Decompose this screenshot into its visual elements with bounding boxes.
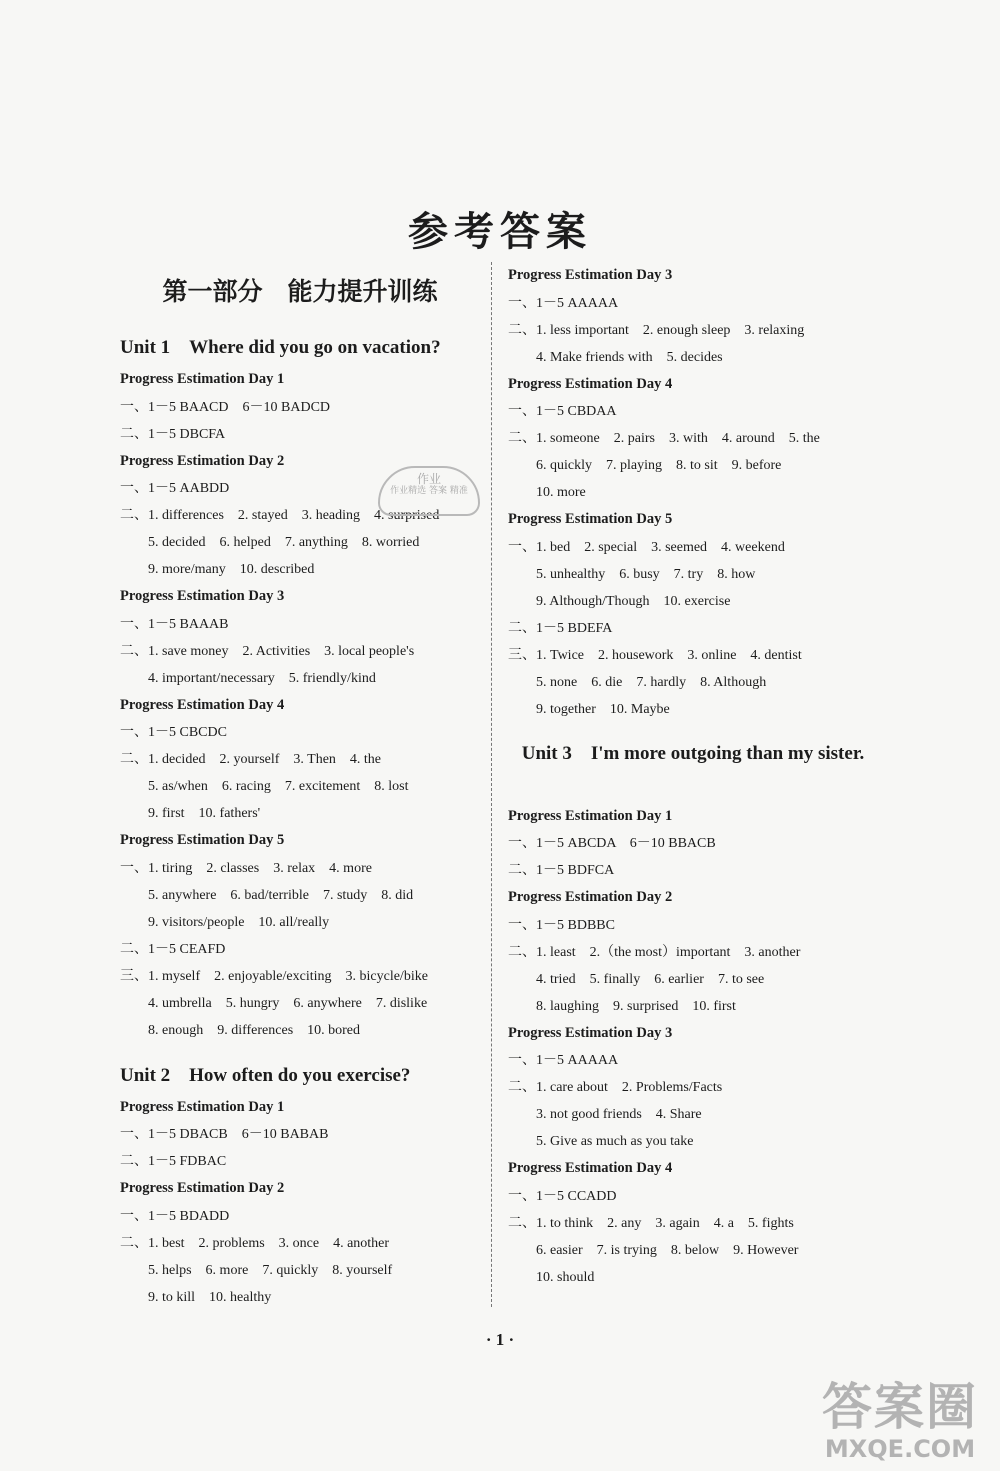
answer-line: 一、1－5 DBACB 6－10 BABAB — [120, 1127, 329, 1142]
unit-heading: Unit 1 Where did you go on vacation? — [120, 337, 441, 358]
stamp-subtitle: 作业精选 答案 精准 — [390, 486, 468, 496]
answer-line: 4. tried 5. finally 6. earlier 7. to see — [536, 971, 765, 987]
answer-line: 二、1. save money 2. Activities 3. local people's — [120, 643, 415, 659]
answer-line: 二、1. care about 2. Problems/Facts — [508, 1080, 723, 1095]
page-title: 参考答案 — [408, 209, 592, 255]
answer-line: 5. anywhere 6. bad/terrible 7. study 8. did — [148, 887, 414, 903]
answer-line: 6. easier 7. is trying 8. below 9. However — [536, 1242, 799, 1258]
day-heading: Progress Estimation Day 4 — [508, 375, 673, 392]
day-heading: Progress Estimation Day 1 — [120, 371, 285, 387]
answer-line: 9. more/many 10. described — [148, 562, 315, 577]
answer-line: 4. umbrella 5. hungry 6. anywhere 7. dislike — [148, 995, 428, 1011]
answer-line: 二、1－5 DBCFA — [120, 426, 226, 442]
part-title: 第一部分 能力提升训练 — [162, 277, 438, 306]
answer-line: 6. quickly 7. playing 8. to sit 9. before — [536, 458, 782, 473]
watermark-logo — [822, 1379, 978, 1463]
answer-line: 二、1. best 2. problems 3. once 4. another — [120, 1235, 390, 1251]
answer-line: 二、1－5 FDBAC — [120, 1154, 227, 1169]
section-gap — [508, 723, 878, 737]
answer-line: 5. Give as much as you take — [536, 1134, 694, 1149]
answer-line: 一、1－5 CBDAA — [508, 404, 617, 419]
day-heading: Progress Estimation Day 1 — [508, 807, 673, 824]
answer-line: 二、1－5 BDFCA — [508, 863, 615, 878]
answer-line: 二、1. to think 2. any 3. again 4. a 5. fights — [508, 1215, 794, 1231]
answer-line: 一、1. bed 2. special 3. seemed 4. weekend — [508, 539, 785, 555]
unit-heading: Unit 3 I'm more outgoing than my sister. — [521, 742, 865, 764]
answer-line: 一、1－5 AABDD — [120, 481, 230, 496]
answer-line: 一、1－5 BDADD — [120, 1208, 230, 1224]
stamp-title: 作业 — [416, 472, 441, 486]
page-number: · 1 · — [485, 1330, 515, 1349]
answer-line: 二、1. least 2.（the most）important 3. another — [508, 944, 801, 960]
right-answer-column — [508, 262, 878, 1291]
answer-line: 一、1－5 BAAAB — [120, 616, 229, 632]
day-heading: Progress Estimation Day 4 — [508, 1160, 673, 1176]
day-heading: Progress Estimation Day 1 — [120, 1098, 285, 1115]
answer-line: 二、1. decided 2. yourself 3. Then 4. the — [120, 752, 382, 767]
answer-line: 一、1－5 AAAAA — [508, 295, 619, 311]
answer-line: 一、1－5 BDBBC — [508, 917, 615, 933]
answer-line: 5. helps 6. more 7. quickly 8. yourself — [148, 1262, 393, 1278]
answer-line: 一、1－5 ABCDA 6－10 BBACB — [508, 836, 716, 851]
answer-line: 一、1. tiring 2. classes 3. relax 4. more — [120, 860, 372, 876]
answer-line: 三、1. myself 2. enjoyable/exciting 3. bicycle/bike — [120, 968, 428, 984]
answer-line: 一、1－5 CCADD — [508, 1188, 617, 1204]
answer-line: 一、1－5 AAAAA — [508, 1053, 619, 1068]
homework-stamp — [378, 466, 480, 516]
answer-line: 5. unhealthy 6. busy 7. try 8. how — [536, 566, 756, 582]
day-heading: Progress Estimation Day 2 — [120, 452, 285, 469]
answer-line: 二、1. someone 2. pairs 3. with 4. around 5. the — [508, 431, 820, 446]
answer-line: 4. Make friends with 5. decides — [536, 349, 723, 365]
answer-line: 8. laughing 9. surprised 10. first — [536, 998, 736, 1014]
answer-line: 二、1. less important 2. enough sleep 3. relaxing — [508, 322, 805, 338]
watermark-site: MXQE.COM — [824, 1435, 976, 1463]
answer-line: 8. enough 9. differences 10. bored — [148, 1022, 361, 1038]
answer-line: 10. should — [536, 1269, 595, 1285]
column-divider — [491, 262, 492, 1307]
watermark-logo-text: 答案圈 — [822, 1378, 978, 1436]
day-heading: Progress Estimation Day 4 — [120, 696, 285, 713]
unit-heading: Unit 2 How often do you exercise? — [120, 1064, 411, 1086]
answer-line: 9. together 10. Maybe — [536, 701, 670, 717]
answer-line: 9. to kill 10. healthy — [148, 1289, 272, 1305]
answer-line: 9. first 10. fathers' — [148, 806, 261, 821]
answer-line: 9. Although/Though 10. exercise — [536, 593, 731, 609]
answer-line: 3. not good friends 4. Share — [536, 1107, 702, 1122]
day-heading: Progress Estimation Day 5 — [508, 511, 673, 527]
answer-line: 4. important/necessary 5. friendly/kind — [148, 670, 376, 686]
day-heading: Progress Estimation Day 3 — [508, 267, 673, 283]
day-heading: Progress Estimation Day 3 — [120, 588, 285, 604]
answer-line: 10. more — [536, 485, 586, 500]
day-heading: Progress Estimation Day 3 — [508, 1024, 673, 1041]
answer-line: 5. as/when 6. racing 7. excitement 8. lost — [148, 779, 409, 794]
answer-line: 二、1－5 CEAFD — [120, 941, 226, 957]
day-heading: Progress Estimation Day 2 — [508, 889, 673, 905]
day-heading: Progress Estimation Day 5 — [120, 832, 285, 848]
answer-line: 二、1－5 BDEFA — [508, 620, 613, 636]
answer-line: 一、1－5 CBCDC — [120, 725, 227, 740]
answer-line: 三、1. Twice 2. housework 3. online 4. dentist — [508, 647, 802, 663]
answer-line: 5. none 6. die 7. hardly 8. Although — [536, 674, 767, 690]
answer-line: 5. decided 6. helped 7. anything 8. worried — [148, 535, 420, 550]
day-heading: Progress Estimation Day 2 — [120, 1180, 285, 1196]
answer-line: 一、1－5 BAACD 6－10 BADCD — [120, 399, 331, 415]
answer-line: 9. visitors/people 10. all/really — [148, 914, 330, 930]
answer-line: 二、1. differences 2. stayed 3. heading 4. surprised — [120, 508, 440, 523]
section-gap — [120, 1044, 490, 1058]
